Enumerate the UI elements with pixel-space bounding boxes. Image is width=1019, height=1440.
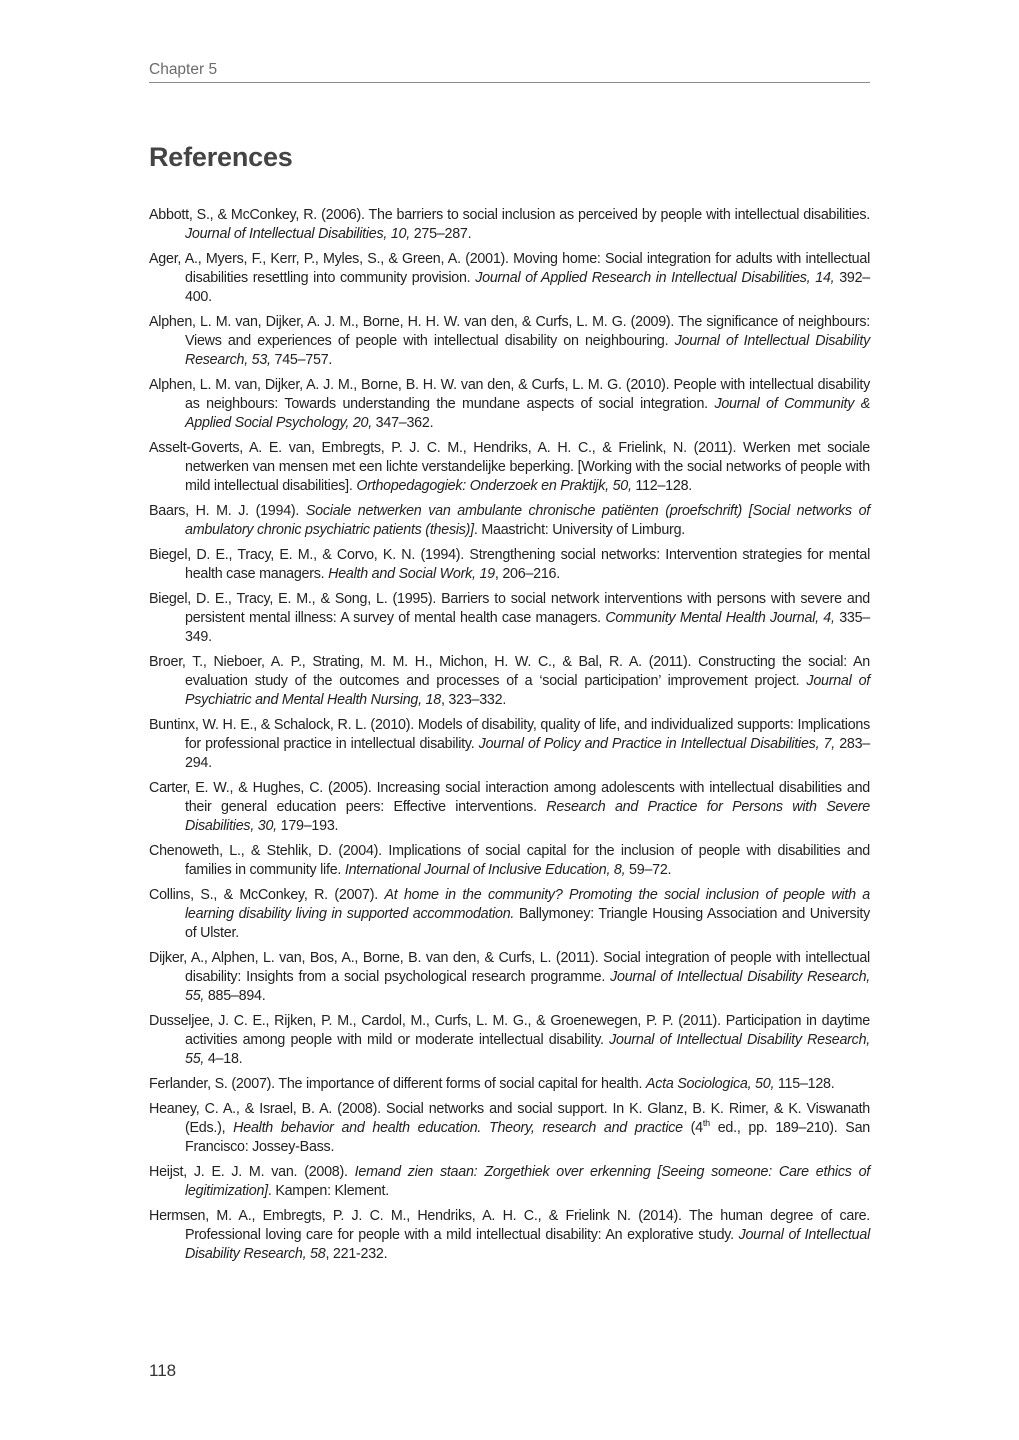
reference-text-segment: Ager, A., Myers, F., Kerr, P., Myles, S., & Green, A. (2001). Moving home: Social integration for adults with intellectual disabilities resettling into community provision. <box>149 251 870 286</box>
reference-text-segment: . Kampen: Klement. <box>267 1183 389 1199</box>
reference-text-segment: Dijker, A., Alphen, L. van, Bos, A., Borne, B. van den, & Curfs, L. (2011). Social integration of people with intellectual disability: Insights from a social psychological research programme. <box>149 950 870 985</box>
reference-italic-segment: Journal of Psychiatric and Mental Health Nursing, 18 <box>185 673 870 708</box>
reference-entry <box>149 842 870 880</box>
reference-text-segment: , 206–216. <box>494 566 560 582</box>
reference-entry <box>149 502 870 540</box>
reference-entry <box>149 376 870 433</box>
reference-text-segment: 115–128. <box>774 1076 835 1092</box>
reference-entry <box>149 1012 870 1069</box>
reference-text-segment: Buntinx, W. H. E., & Schalock, R. L. (2010). Models of disability, quality of life, and individualized supports: Implications for professional practice in intellectual disability. <box>149 717 870 752</box>
reference-text-segment: Alphen, L. M. van, Dijker, A. J. M., Borne, B. H. W. van den, & Curfs, L. M. G. (2010). People with intellectual disability as neighbours: Towards understanding the mundane aspects of social integration. <box>149 377 870 412</box>
reference-entry <box>149 313 870 370</box>
reference-text-segment: (4 <box>682 1120 703 1136</box>
reference-text-segment: 885–894. <box>204 988 266 1004</box>
reference-italic-segment: Journal of Intellectual Disability Research, 53, <box>185 333 870 368</box>
reference-text-segment: Heijst, J. E. J. M. van. (2008). <box>149 1164 355 1180</box>
reference-entry <box>149 653 870 710</box>
reference-text-segment: 745–757. <box>270 352 333 368</box>
reference-italic-segment: Journal of Intellectual Disability Research, 55, <box>185 969 870 1004</box>
reference-italic-segment: Acta Sociologica, 50, <box>645 1076 775 1092</box>
reference-text-segment: Heaney, C. A., & Israel, B. A. (2008). Social networks and social support. In K. Glanz, B. K. Rimer, & K. Viswanath (Eds.), <box>149 1101 870 1136</box>
reference-text-segment: Dusseljee, J. C. E., Rijken, P. M., Cardol, M., Curfs, L. M. G., & Groenewegen, P. P. (2011). Participation in daytime activities among people with mild or moderate intellectual disability. <box>149 1013 870 1048</box>
reference-entry <box>149 1075 870 1094</box>
reference-entry <box>149 1100 870 1157</box>
reference-entry <box>149 1207 870 1264</box>
reference-entry <box>149 546 870 584</box>
reference-entry <box>149 779 870 836</box>
reference-italic-segment: Journal of Intellectual Disability Research, 58 <box>185 1227 870 1262</box>
reference-entry <box>149 590 870 647</box>
reference-text-segment: Biegel, D. E., Tracy, E. M., & Song, L. (1995). Barriers to social network interventions with persons with severe and persistent mental illness: A survey of mental health case managers. <box>149 591 870 626</box>
reference-text-segment: 59–72. <box>625 862 672 878</box>
reference-text-segment: 283–294. <box>185 736 870 771</box>
reference-text-segment: 112–128. <box>631 478 692 494</box>
reference-text-segment: Alphen, L. M. van, Dijker, A. J. M., Borne, H. H. W. van den, & Curfs, L. M. G. (2009). The significance of neighbours: Views and experiences of people with intellectual disability on neighbouring. <box>149 314 870 349</box>
reference-text-segment: Baars, H. M. J. (1994). <box>149 503 306 519</box>
reference-text-segment: Asselt-Goverts, A. E. van, Embregts, P. J. C. M., Hendriks, A. H. C., & Frielink, N. (2011). Werken met sociale netwerken van mensen met een lichte verstandelijke beperking. [Working with the social networks of people with mild intellectual disabilities]. <box>149 440 870 494</box>
page-title: References <box>149 142 293 172</box>
reference-text-segment: 4–18. <box>204 1051 243 1067</box>
reference-italic-segment: Health behavior and health education. Theory, research and practice <box>233 1120 683 1136</box>
reference-list <box>149 206 870 1270</box>
reference-italic-segment: Journal of Intellectual Disability Research, 55, <box>185 1032 870 1067</box>
reference-text-segment: Chenoweth, L., & Stehlik, D. (2004). Implications of social capital for the inclusion of people with disabilities and families in community life. <box>149 843 870 878</box>
reference-text-segment: 347–362. <box>371 415 434 431</box>
reference-entry <box>149 886 870 943</box>
reference-text-segment: 275–287. <box>409 226 472 242</box>
reference-text-segment: . Maastricht: University of Limburg. <box>473 522 685 538</box>
running-head: Chapter 5 <box>149 60 870 83</box>
reference-italic-segment: International Journal of Inclusive Education, 8, <box>344 862 626 878</box>
reference-text-segment: Ferlander, S. (2007). The importance of different forms of social capital for health. <box>149 1076 646 1092</box>
reference-italic-segment: Journal of Community & Applied Social Psychology, 20, <box>185 396 870 431</box>
reference-entry <box>149 250 870 307</box>
reference-text-segment: Collins, S., & McConkey, R. (2007). <box>149 887 385 903</box>
reference-entry <box>149 949 870 1006</box>
reference-text-segment: Carter, E. W., & Hughes, C. (2005). Increasing social interaction among adolescents with intellectual disabilities and their general education peers: Effective interventions. <box>149 780 870 815</box>
reference-text-segment: , 323–332. <box>440 692 507 708</box>
reference-text-segment: 392–400. <box>185 270 871 305</box>
reference-text-segment: ed., pp. 189–210). San Francisco: Jossey-Bass. <box>185 1120 870 1155</box>
reference-text-segment: Ballymoney: Triangle Housing Association and University of Ulster. <box>185 906 870 941</box>
page-number: 118 <box>149 1361 177 1380</box>
reference-text-segment: Biegel, D. E., Tracy, E. M., & Corvo, K. N. (1994). Strengthening social networks: Intervention strategies for mental health case managers. <box>149 547 870 582</box>
reference-italic-segment: At home in the community? Promoting the social inclusion of people with a learning disability living in supported accommodation. <box>185 887 870 922</box>
reference-entry <box>149 439 870 496</box>
reference-italic-segment: Orthopedagogiek: Onderzoek en Praktijk, 50, <box>356 478 632 494</box>
reference-text-segment: 335–349. <box>185 610 871 645</box>
reference-text-segment: 179–193. <box>276 818 339 834</box>
reference-text-segment: Hermsen, M. A., Embregts, P. J. C. M., Hendriks, A. H. C., & Frielink N. (2014). The human degree of care. Professional loving care for people with a mild intellectual disability: An explorative study. <box>149 1208 870 1243</box>
reference-italic-segment: Sociale netwerken van ambulante chronische patiënten (proefschrift) [Social networks of ambulatory chronic psychiatric patients (thesis)] <box>185 503 870 538</box>
reference-text-segment: Abbott, S., & McConkey, R. (2006). The barriers to social inclusion as perceived by people with intellectual disabilities. <box>149 207 870 223</box>
reference-entry <box>149 1163 870 1201</box>
reference-italic-segment: Journal of Intellectual Disabilities, 10, <box>185 226 410 242</box>
reference-italic-segment: Research and Practice for Persons with Severe Disabilities, 30, <box>185 799 870 834</box>
reference-italic-segment: Journal of Applied Research in Intellectual Disabilities, 14, <box>475 270 835 286</box>
reference-italic-segment: Journal of Policy and Practice in Intellectual Disabilities, 7, <box>478 736 835 752</box>
reference-entry <box>149 206 870 244</box>
reference-superscript: th <box>702 1118 710 1129</box>
reference-text-segment: , 221-232. <box>325 1246 388 1262</box>
reference-entry <box>149 716 870 773</box>
reference-italic-segment: Community Mental Health Journal, 4, <box>605 610 835 626</box>
reference-italic-segment: Health and Social Work, 19 <box>328 566 495 582</box>
reference-italic-segment: Iemand zien staan: Zorgethiek over erkenning [Seeing someone: Care ethics of legitimization] <box>185 1164 870 1199</box>
reference-text-segment: Broer, T., Nieboer, A. P., Strating, M. M. H., Michon, H. W. C., & Bal, R. A. (2011). Constructing the social: An evaluation study of the outcomes and processes of a ‘social participation’ improvement project. <box>149 654 870 689</box>
